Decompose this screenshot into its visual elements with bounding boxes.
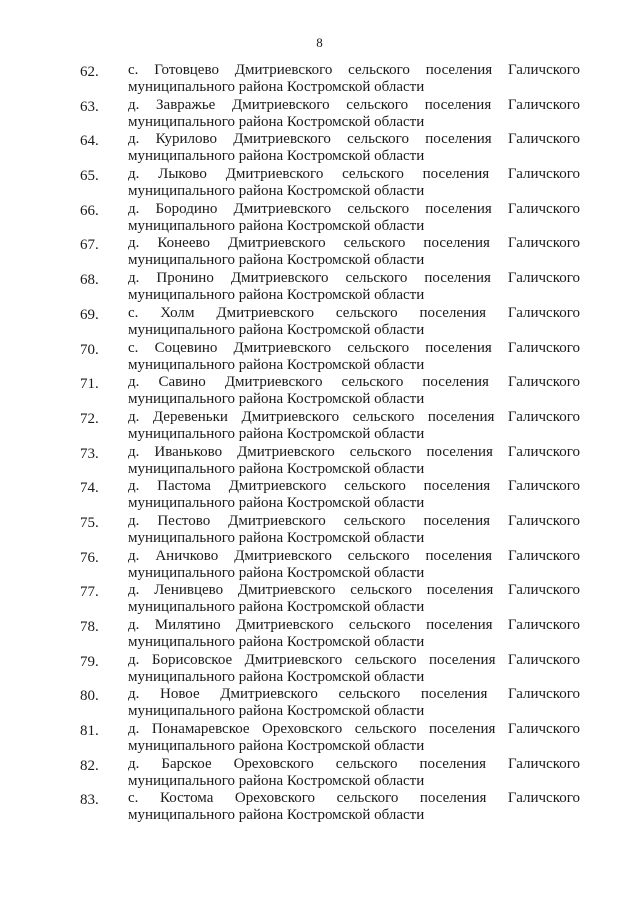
list-item — [80, 548, 580, 583]
item-text — [128, 513, 580, 548]
item-text-line1: д. Бородино Дмитриевского сельского поселения Галичского — [128, 200, 581, 217]
list-item — [80, 790, 580, 825]
item-text — [128, 721, 580, 756]
item-text-line2: муниципального района Костромской области — [128, 738, 425, 755]
item-text-line1: д. Понамаревское Ореховского сельского поселения Галичского — [128, 721, 580, 738]
item-text-line1: д. Деревеньки Дмитриевского сельского поселения Галичского — [128, 408, 581, 425]
item-text — [128, 652, 580, 687]
item-text-line2: муниципального района Костромской области — [128, 529, 425, 546]
settlement-list — [80, 62, 580, 825]
item-number: 71. — [80, 376, 99, 393]
item-text-line2: муниципального района Костромской области — [128, 634, 425, 650]
item-text-line2: муниципального района Костромской области — [128, 287, 425, 304]
list-item — [80, 756, 580, 791]
item-text — [128, 478, 580, 513]
list-item — [80, 617, 580, 652]
item-number: 66. — [80, 202, 99, 219]
item-text-line1: д. Аничково Дмитриевского сельского поселения Галичского — [128, 547, 581, 564]
list-item — [80, 235, 580, 270]
item-text — [128, 409, 580, 444]
item-text — [128, 340, 580, 375]
item-number: 75. — [80, 514, 99, 531]
item-text — [128, 62, 580, 97]
list-item — [80, 582, 580, 617]
item-text — [128, 374, 580, 409]
item-text-line1: д. Лыково Дмитриевского сельского поселения Галичского — [128, 166, 581, 183]
item-number: 82. — [80, 757, 99, 774]
item-text-line1: д. Новое Дмитриевского сельского поселения Галичского — [128, 686, 581, 703]
item-text-line2: муниципального района Костромской области — [128, 148, 425, 165]
item-text-line1: д. Милятино Дмитриевского сельского поселения Галичского — [128, 617, 581, 633]
item-text — [128, 582, 580, 617]
item-text-line2: муниципального района Костромской области — [128, 425, 425, 442]
item-text-line2: муниципального района Костромской области — [128, 391, 425, 408]
item-text-line1: д. Курилово Дмитриевского сельского поселения Галичского — [128, 131, 581, 148]
item-text-line2: муниципального района Костромской области — [128, 772, 425, 789]
item-text-line2: муниципального района Костромской области — [128, 252, 425, 269]
item-number: 77. — [80, 584, 99, 601]
item-text-line1: с. Соцевино Дмитриевского сельского поселения Галичского — [128, 339, 580, 356]
item-text — [128, 617, 580, 652]
list-item — [80, 340, 580, 375]
item-number: 78. — [80, 619, 99, 635]
item-number: 83. — [80, 792, 99, 809]
list-item — [80, 478, 580, 513]
item-number: 73. — [80, 445, 99, 462]
item-text-line2: муниципального района Костромской области — [128, 495, 425, 512]
item-text — [128, 756, 580, 791]
item-text — [128, 444, 580, 479]
list-item — [80, 201, 580, 236]
item-text — [128, 166, 580, 201]
item-number: 72. — [80, 410, 99, 427]
item-text-line1: д. Пронино Дмитриевского сельского поселения Галичского — [128, 270, 581, 287]
item-text-line2: муниципального района Костромской области — [128, 703, 425, 720]
page-number: 8 — [316, 35, 323, 50]
item-number: 80. — [80, 688, 99, 705]
item-number: 63. — [80, 98, 99, 115]
item-text — [128, 201, 580, 236]
list-item — [80, 270, 580, 305]
list-item — [80, 62, 580, 97]
item-text-line1: с. Готовцево Дмитриевского сельского поселения Галичского — [128, 62, 581, 78]
list-item — [80, 409, 580, 444]
list-item — [80, 166, 580, 201]
item-text — [128, 270, 580, 305]
item-text-line2: муниципального района Костромской области — [128, 599, 425, 616]
item-number: 81. — [80, 723, 99, 740]
item-text-line2: муниципального района Костромской области — [128, 79, 425, 95]
item-text — [128, 97, 580, 132]
item-number: 67. — [80, 237, 99, 254]
item-text — [128, 686, 580, 721]
item-text-line1: д. Конеево Дмитриевского сельского поселения Галичского — [128, 235, 581, 252]
item-text — [128, 305, 580, 340]
item-number: 68. — [80, 272, 99, 289]
item-text-line2: муниципального района Костромской области — [128, 321, 425, 338]
item-text-line1: д. Пестово Дмитриевского сельского поселения Галичского — [128, 512, 581, 529]
item-text-line2: муниципального района Костромской области — [128, 183, 425, 200]
item-text-line1: д. Иваньково Дмитриевского сельского поселения Галичского — [128, 443, 581, 460]
item-text-line1: с. Холм Дмитриевского сельского поселения Галичского — [128, 304, 581, 321]
item-text-line2: муниципального района Костромской области — [128, 356, 425, 373]
item-number: 79. — [80, 653, 99, 670]
item-number: 62. — [80, 64, 99, 80]
item-text — [128, 235, 580, 270]
list-item — [80, 513, 580, 548]
list-item — [80, 652, 580, 687]
item-text-line2: муниципального района Костромской области — [128, 807, 425, 824]
item-text-line1: д. Борисовское Дмитриевского сельского поселения Галичского — [128, 651, 581, 668]
list-item — [80, 97, 580, 132]
list-item — [80, 444, 580, 479]
list-item — [80, 721, 580, 756]
item-number: 74. — [80, 480, 99, 497]
item-text-line2: муниципального района Костромской области — [128, 217, 425, 234]
item-text — [128, 131, 580, 166]
item-text-line1: д. Барское Ореховского сельского поселения Галичского — [128, 755, 581, 772]
item-text-line1: д. Завражье Дмитриевского сельского поселения Галичского — [128, 96, 580, 113]
item-number: 64. — [80, 133, 99, 150]
list-item — [80, 305, 580, 340]
item-text — [128, 548, 580, 583]
item-text-line1: с. Костома Ореховского сельского поселения Галичского — [128, 790, 581, 807]
item-text-line2: муниципального района Костромской области — [128, 668, 425, 685]
item-number: 65. — [80, 168, 99, 185]
item-text-line2: муниципального района Костромской области — [128, 460, 425, 477]
list-item — [80, 374, 580, 409]
list-item — [80, 686, 580, 721]
item-text-line1: д. Пастома Дмитриевского сельского поселения Галичского — [128, 478, 581, 495]
item-number: 69. — [80, 306, 99, 323]
item-text-line2: муниципального района Костромской области — [128, 564, 425, 581]
item-number: 70. — [80, 341, 99, 358]
item-text-line1: д. Ленивцево Дмитриевского сельского поселения Галичского — [128, 582, 581, 599]
item-text-line1: д. Савино Дмитриевского сельского поселения Галичского — [128, 374, 581, 391]
list-item — [80, 131, 580, 166]
item-text — [128, 790, 580, 825]
item-number: 76. — [80, 549, 99, 566]
item-text-line2: муниципального района Костромской области — [128, 113, 425, 130]
